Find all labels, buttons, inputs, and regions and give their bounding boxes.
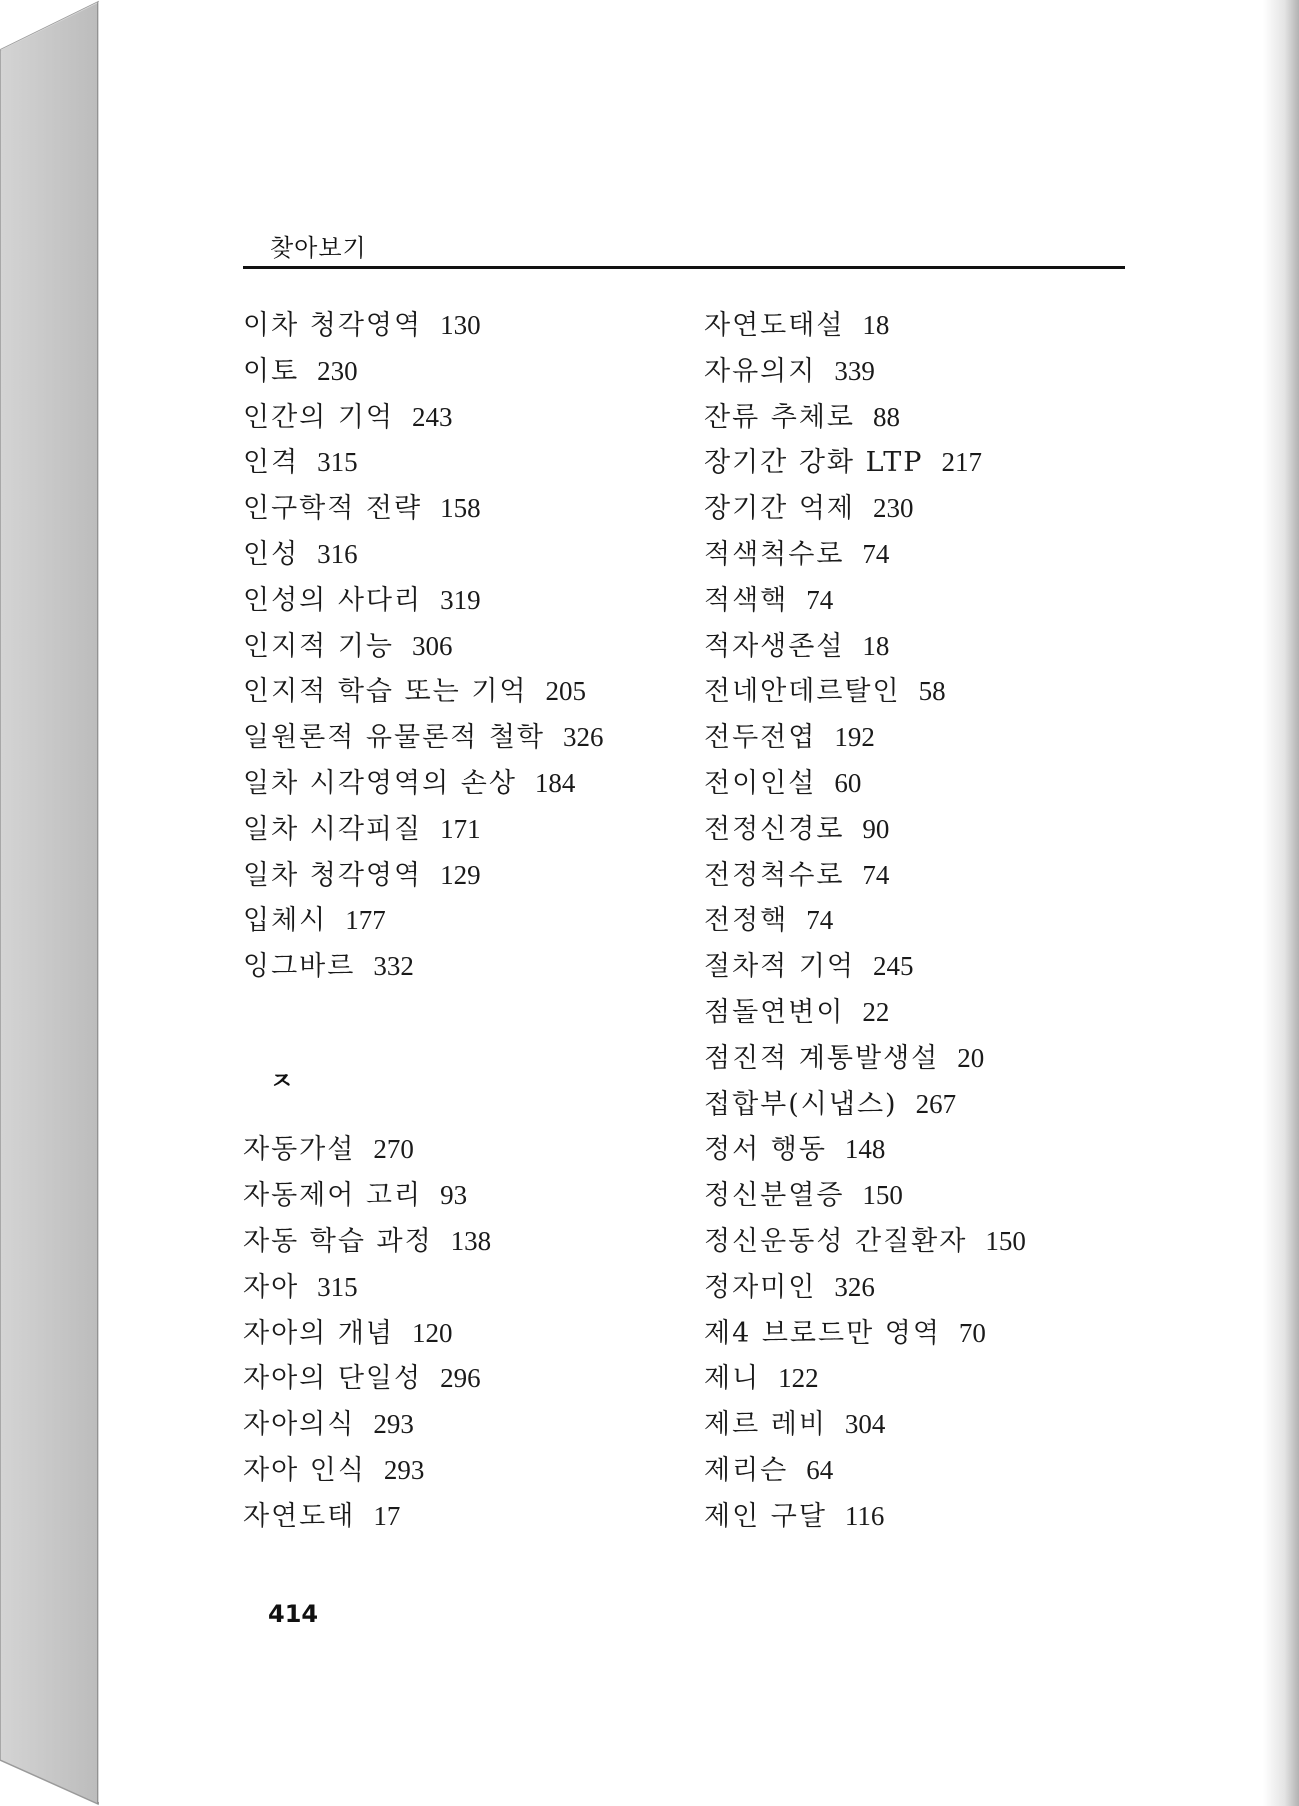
index-page-ref: 192 <box>834 722 875 753</box>
index-page-ref: 74 <box>862 859 890 890</box>
index-term: 이차 청각영역 <box>243 310 423 341</box>
index-list-left-bottom <box>243 1127 683 1539</box>
index-term: 제4 브로드만 영역 <box>704 1317 941 1349</box>
index-term: 일차 청각영역 <box>243 859 423 891</box>
index-page-ref: 148 <box>844 1134 886 1165</box>
index-page-ref: 184 <box>534 767 576 798</box>
index-term: 전두전엽 <box>704 722 817 754</box>
index-page-ref: 315 <box>317 1271 358 1302</box>
index-entry <box>704 1036 1144 1082</box>
index-entry <box>704 898 1144 944</box>
index-list-right <box>704 303 1144 1540</box>
page-number: 414 <box>268 1600 319 1628</box>
index-term: 점진적 계통발생설 <box>704 1042 940 1074</box>
index-term: 인지적 학습 또는 기억 <box>243 676 528 708</box>
index-entry <box>243 303 683 349</box>
index-term: 이토 <box>243 355 300 387</box>
index-page-ref: 74 <box>806 905 834 936</box>
index-term: 정신분열증 <box>704 1180 845 1212</box>
index-entry <box>243 944 683 990</box>
index-entry <box>704 1082 1144 1128</box>
index-term: 인격 <box>243 447 300 479</box>
index-entry <box>243 578 683 624</box>
index-entry <box>243 1265 683 1311</box>
index-page-ref: 120 <box>412 1317 453 1348</box>
index-page-ref: 304 <box>844 1409 886 1440</box>
index-entry <box>243 1219 683 1265</box>
index-term: 정신운동성 간질환자 <box>704 1225 968 1257</box>
index-page-ref: 90 <box>862 813 890 844</box>
index-entry <box>704 1219 1144 1265</box>
index-entry <box>704 715 1144 761</box>
index-term: 전정핵 <box>704 905 789 937</box>
index-term: 적색척수로 <box>704 538 845 570</box>
index-page-ref: 58 <box>918 676 946 707</box>
index-term: 장기간 강화 LTP <box>704 447 924 479</box>
index-entry <box>243 669 683 715</box>
index-page-ref: 18 <box>862 630 890 661</box>
spacer <box>243 990 683 1036</box>
index-page-ref: 230 <box>873 493 914 524</box>
index-entry <box>243 440 683 486</box>
index-page-ref: 17 <box>373 1500 401 1531</box>
index-entry <box>243 349 683 395</box>
section-heading-jieut: ㅈ <box>270 1066 294 1095</box>
index-page-ref: 74 <box>862 538 890 569</box>
index-page-ref: 116 <box>844 1500 885 1531</box>
index-page-ref: 217 <box>941 447 982 478</box>
index-term: 인간의 기억 <box>243 401 394 433</box>
index-entry <box>243 1311 683 1357</box>
index-term: 제니 <box>704 1363 761 1395</box>
index-page-ref: 296 <box>440 1363 481 1394</box>
index-column-right <box>704 303 1144 1540</box>
index-entry <box>243 1173 683 1219</box>
index-term: 인성의 사다리 <box>243 584 423 616</box>
index-page-ref: 122 <box>778 1363 819 1394</box>
index-page-ref: 74 <box>806 584 834 615</box>
index-entry <box>704 624 1144 670</box>
index-entry <box>704 440 1144 486</box>
index-page-ref: 138 <box>450 1225 492 1256</box>
index-page-ref: 129 <box>440 859 481 890</box>
index-term: 잉그바르 <box>243 951 356 983</box>
index-entry <box>243 624 683 670</box>
index-term: 자동가설 <box>243 1134 356 1166</box>
index-page-ref: 245 <box>873 951 914 982</box>
index-term: 전정척수로 <box>704 859 845 891</box>
index-page-ref: 319 <box>440 584 481 615</box>
index-term: 접합부(시냅스) <box>704 1088 898 1120</box>
index-term: 전정신경로 <box>704 813 845 845</box>
index-page-ref: 339 <box>834 355 875 386</box>
index-page-ref: 18 <box>862 310 890 340</box>
index-entry <box>243 1494 683 1540</box>
index-page-ref: 316 <box>317 538 358 569</box>
index-term: 인성 <box>243 538 300 570</box>
index-term: 인구학적 전략 <box>243 493 423 525</box>
index-term: 일차 시각피질 <box>243 813 423 845</box>
index-term: 인지적 기능 <box>243 630 394 662</box>
index-entry <box>243 761 683 807</box>
index-term: 적자생존설 <box>704 630 845 662</box>
index-term: 절차적 기억 <box>704 951 855 983</box>
index-page-ref: 20 <box>957 1042 985 1073</box>
index-entry <box>704 990 1144 1036</box>
index-term: 자유의지 <box>704 355 817 387</box>
index-page-ref: 326 <box>563 722 604 753</box>
index-entry <box>243 1356 683 1402</box>
index-page-ref: 130 <box>440 310 481 340</box>
index-page-ref: 158 <box>440 493 481 524</box>
index-term: 자연도태설 <box>704 310 845 341</box>
index-page-ref: 306 <box>412 630 453 661</box>
index-entry <box>704 1356 1144 1402</box>
page-header-title: 찾아보기 <box>270 234 367 262</box>
index-entry <box>243 1127 683 1173</box>
index-entry <box>704 1127 1144 1173</box>
index-page-ref: 293 <box>373 1409 414 1440</box>
index-entry <box>243 853 683 899</box>
index-page-ref: 88 <box>873 401 900 432</box>
index-term: 정서 행동 <box>704 1134 827 1166</box>
index-page-ref: 70 <box>958 1317 986 1348</box>
index-entry <box>243 715 683 761</box>
index-entry <box>704 853 1144 899</box>
index-entry <box>704 1448 1144 1494</box>
header-rule <box>243 266 1125 269</box>
index-term: 점돌연변이 <box>704 996 845 1028</box>
index-entry <box>704 807 1144 853</box>
index-term: 제인 구달 <box>704 1500 827 1532</box>
index-term: 전이인설 <box>704 767 817 799</box>
index-term: 자아 인식 <box>243 1454 366 1486</box>
index-entry <box>704 1494 1144 1540</box>
index-entry <box>243 395 683 441</box>
index-entry <box>243 898 683 944</box>
index-entry <box>704 303 1144 349</box>
index-page-ref: 64 <box>806 1454 834 1485</box>
index-term: 장기간 억제 <box>704 493 855 525</box>
index-page-ref: 150 <box>862 1180 903 1211</box>
index-entry <box>704 395 1144 441</box>
index-page-ref: 171 <box>440 813 481 844</box>
index-entry <box>704 761 1144 807</box>
index-page-ref: 150 <box>985 1225 1026 1256</box>
index-entry <box>704 1173 1144 1219</box>
index-list-left-top <box>243 303 683 990</box>
index-term: 자동제어 고리 <box>243 1180 423 1212</box>
index-entry <box>704 349 1144 395</box>
index-entry <box>243 532 683 578</box>
index-page-ref: 22 <box>862 996 890 1027</box>
index-term: 자아의 단일성 <box>243 1363 423 1395</box>
index-page-ref: 177 <box>345 905 386 936</box>
index-page-ref: 60 <box>834 767 862 798</box>
index-page-ref: 293 <box>383 1454 425 1485</box>
index-term: 자아의식 <box>243 1409 356 1441</box>
index-entry <box>704 1265 1144 1311</box>
index-page-ref: 326 <box>834 1271 875 1302</box>
index-entry <box>704 669 1144 715</box>
index-column-left <box>243 303 683 1540</box>
index-term: 자아 <box>243 1271 300 1303</box>
index-term: 입체시 <box>243 905 328 937</box>
index-entry <box>704 1311 1144 1357</box>
index-entry <box>704 486 1144 532</box>
index-page-ref: 270 <box>373 1134 414 1165</box>
index-page-ref: 205 <box>545 676 586 707</box>
index-page-ref: 243 <box>412 401 453 432</box>
index-entry <box>243 486 683 532</box>
index-entry <box>704 1402 1144 1448</box>
page-edge-shadow <box>1263 0 1299 1806</box>
index-term: 자연도태 <box>243 1500 356 1532</box>
index-term: 잔류 추체로 <box>704 401 855 433</box>
index-page-ref: 93 <box>440 1180 468 1211</box>
index-term: 제리슨 <box>704 1454 789 1486</box>
index-page-ref: 332 <box>373 951 414 982</box>
index-entry <box>704 532 1144 578</box>
index-entry <box>243 807 683 853</box>
index-term: 정자미인 <box>704 1271 817 1303</box>
index-page-ref: 267 <box>915 1088 957 1119</box>
index-page-ref: 230 <box>317 355 358 386</box>
index-entry <box>243 1402 683 1448</box>
index-term: 일원론적 유물론적 철학 <box>243 722 545 754</box>
index-term: 적색핵 <box>704 584 789 616</box>
index-term: 일차 시각영역의 손상 <box>243 767 517 799</box>
index-term: 자동 학습 과정 <box>243 1225 433 1257</box>
index-entry <box>704 944 1144 990</box>
index-page-ref: 315 <box>317 447 358 478</box>
index-term: 전네안데르탈인 <box>704 676 901 708</box>
index-term: 자아의 개념 <box>243 1317 394 1349</box>
index-entry <box>704 578 1144 624</box>
index-entry <box>243 1448 683 1494</box>
index-term: 제르 레비 <box>704 1409 827 1441</box>
